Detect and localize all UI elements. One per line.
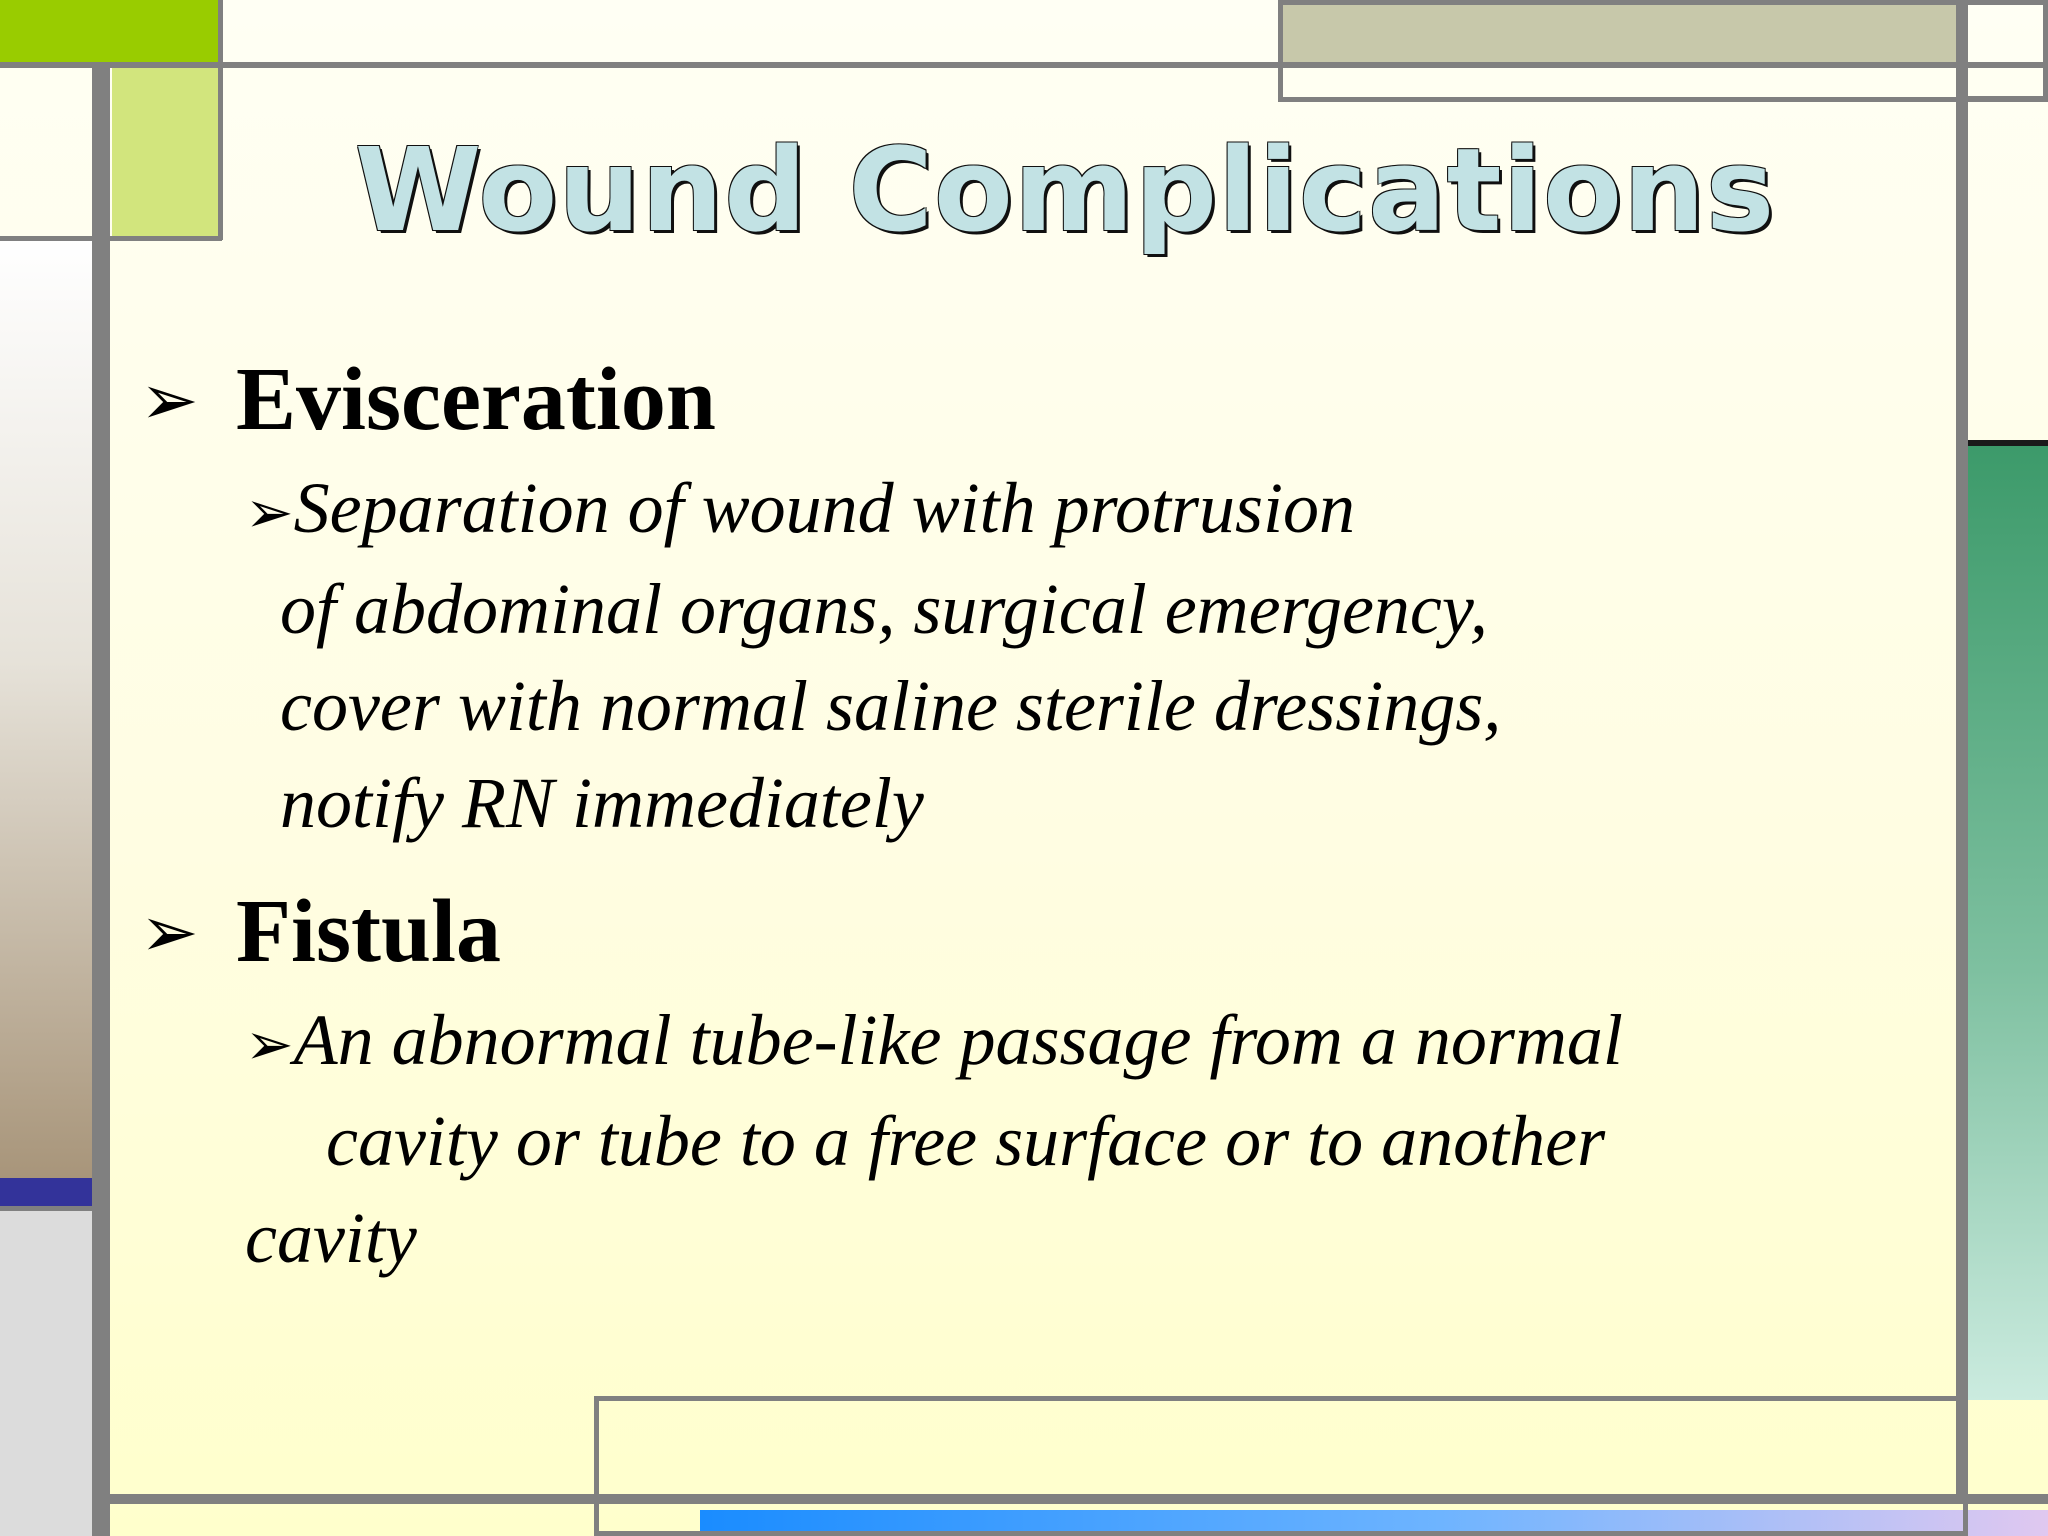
sub-bullet-text: An abnormal tube-like passage from a normal xyxy=(293,1000,1623,1080)
right-green-strip xyxy=(1962,444,2048,1400)
bullet-row xyxy=(140,872,1940,992)
left-vertical-line xyxy=(92,62,110,1536)
list-item xyxy=(140,872,1940,1287)
bullet-row xyxy=(140,340,1940,460)
slide-content xyxy=(140,340,1940,1287)
sub-bullet-block xyxy=(245,460,1940,852)
gray-left-bottom-block xyxy=(0,1208,96,1536)
sub-bullet-line: cavity or tube to a free surface or to another xyxy=(290,1101,1606,1181)
sub-bullet-line: cavity xyxy=(245,1198,417,1278)
list-item xyxy=(140,340,1940,852)
arrowhead-bullet-icon: ➢ xyxy=(245,478,294,546)
sub-bullet-line: cover with normal saline sterile dressings, xyxy=(280,666,1502,746)
khaki-outline-box xyxy=(1278,0,2048,102)
left-gradient-strip xyxy=(0,238,96,1178)
lime-corner-block xyxy=(0,0,222,66)
left-lower-horizontal-line xyxy=(0,1206,96,1211)
slide-title: Wound Complications xyxy=(354,124,1776,258)
right-green-topline xyxy=(1962,440,2048,446)
sub-bullet-line xyxy=(245,992,1940,1093)
sub-bullet-line xyxy=(245,460,1940,561)
bottom-outline-box xyxy=(594,1396,1968,1536)
bullet-heading: Fistula xyxy=(236,882,502,981)
bullet-heading: Evisceration xyxy=(236,350,716,449)
sub-bullet-text: Separation of wound with protrusion xyxy=(293,468,1356,548)
sub-bullet-line: of abdominal organs, surgical emergency, xyxy=(280,569,1488,649)
arrowhead-bullet-icon: ➢ xyxy=(140,891,199,973)
arrowhead-bullet-icon: ➢ xyxy=(140,359,199,441)
navy-strip xyxy=(0,1178,96,1208)
sub-bullet-block xyxy=(245,992,1940,1287)
sub-bullet-line: notify RN immediately xyxy=(280,763,924,843)
arrowhead-bullet-icon: ➢ xyxy=(245,1010,294,1078)
